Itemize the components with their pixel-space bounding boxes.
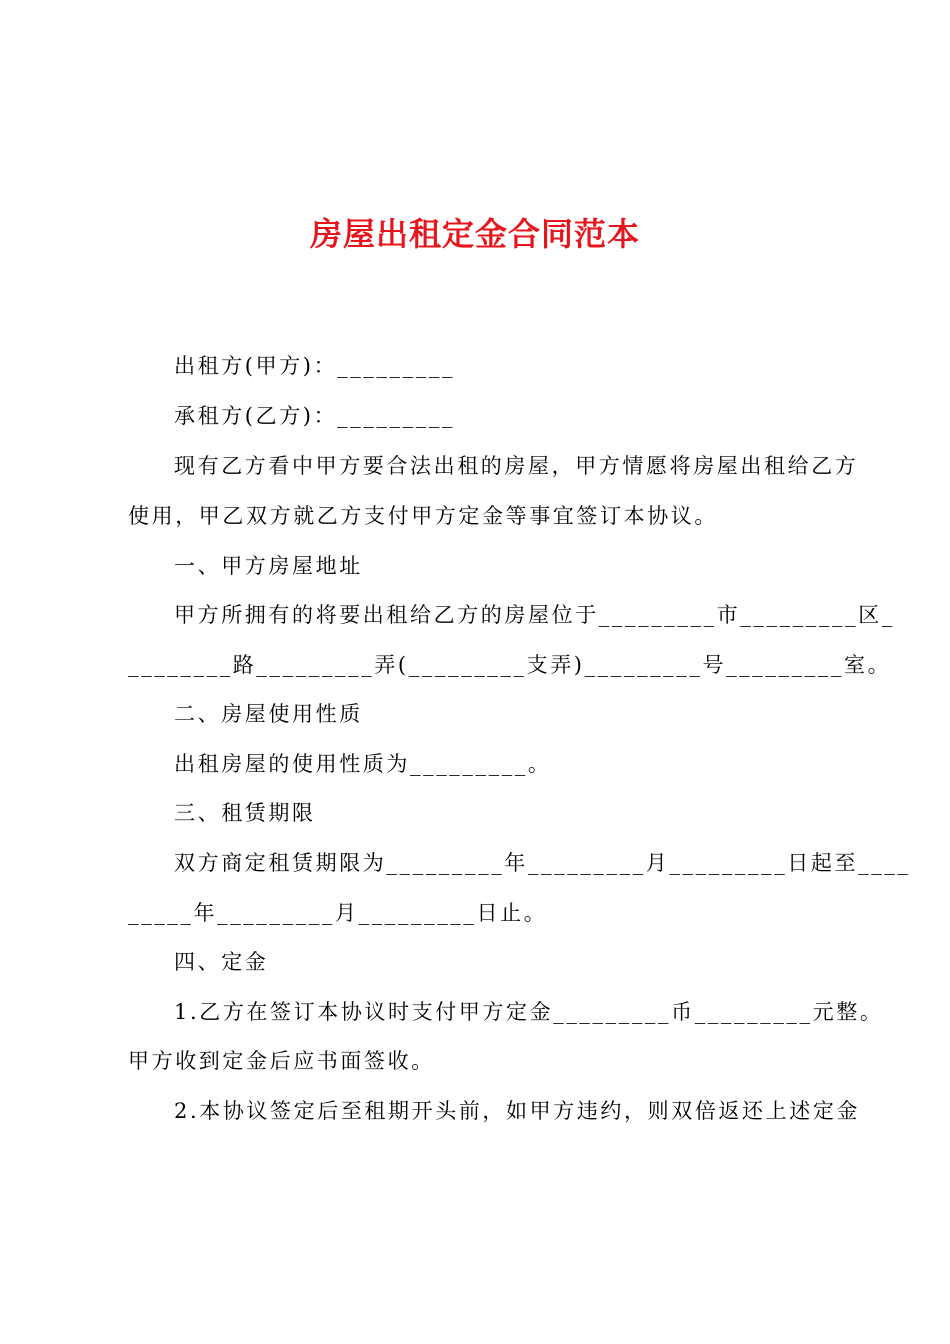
address-line-2: ________路_________弄(_________支弄)_________号_________室。 [128,653,892,677]
deposit-clause-2-line-1: 2.本协议签定后至租期开头前，如甲方违约，则双倍返还上述定金 [174,1099,861,1123]
deposit-clause-1-line-1: 1.乙方在签订本协议时支付甲方定金_________币_________元整。 [174,1000,884,1024]
intro-paragraph-line-1: 现有乙方看中甲方要合法出租的房屋，甲方情愿将房屋出租给乙方 [174,454,859,478]
document-title: 房屋出租定金合同范本 [309,215,640,253]
section-3-heading: 三、租赁期限 [174,801,316,825]
address-line-1: 甲方所拥有的将要出租给乙方的房屋位于_________市_________区_ [174,603,895,627]
section-1-heading: 一、甲方房屋地址 [174,554,363,578]
lessor-line: 出租方(甲方)：_________ [174,354,456,378]
section-4-heading: 四、定金 [174,950,269,974]
lessee-line: 承租方(乙方)：_________ [174,404,456,428]
usage-line: 出租房屋的使用性质为_________。 [174,752,552,776]
intro-paragraph-line-2: 使用，甲乙双方就乙方支付甲方定金等事宜签订本协议。 [128,504,718,528]
section-2-heading: 二、房屋使用性质 [174,702,363,726]
term-line-1: 双方商定租赁期限为_________年_________月_________日起至____ [174,851,911,875]
term-line-2: _____年_________月_________日止。 [128,901,548,925]
deposit-clause-1-line-2: 甲方收到定金后应书面签收。 [128,1049,435,1073]
